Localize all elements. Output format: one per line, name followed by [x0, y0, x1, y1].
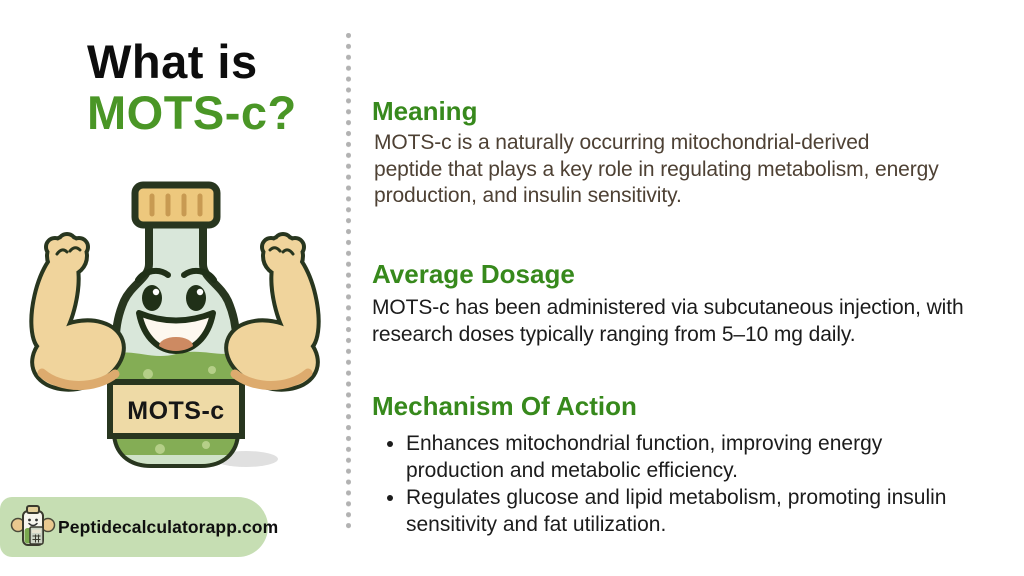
section-heading-meaning: Meaning [372, 96, 478, 126]
dotted-divider [346, 33, 351, 531]
page-title [87, 36, 297, 138]
section-body-average-dosage: MOTS-c has been administered via subcutaneous injection, with research doses typically ranging from 5–10 mg daily. [372, 296, 964, 346]
mechanism-bullet-1: • Enhances mitochondrial function, improving energy production and metabolic efficiency. [406, 430, 954, 484]
site-logo-icon [10, 503, 56, 551]
section-body-meaning: MOTS-c is a naturally occurring mitochondrial-derived peptide that plays a key role in regulating metabolism, energy production, and insulin sensitivity. [374, 131, 939, 207]
site-badge-label: Peptidecalculatorapp.com [58, 516, 279, 537]
content-column [372, 0, 1012, 576]
mechanism-bullet-list [372, 430, 954, 538]
site-badge [0, 497, 279, 557]
section-heading-average-dosage: Average Dosage [372, 259, 575, 289]
section-heading-mechanism-of-action: Mechanism Of Action [372, 391, 637, 421]
title-line-1: What is [87, 35, 258, 88]
bottle-label: MOTS-c [127, 397, 225, 425]
bottle-mascot-illustration [8, 158, 340, 488]
bottle-cap [135, 185, 217, 225]
mechanism-bullet-2: • Regulates glucose and lipid metabolism, promoting insulin sensitivity and fat utilization. [406, 484, 954, 538]
title-line-2: MOTS-c? [87, 86, 297, 139]
